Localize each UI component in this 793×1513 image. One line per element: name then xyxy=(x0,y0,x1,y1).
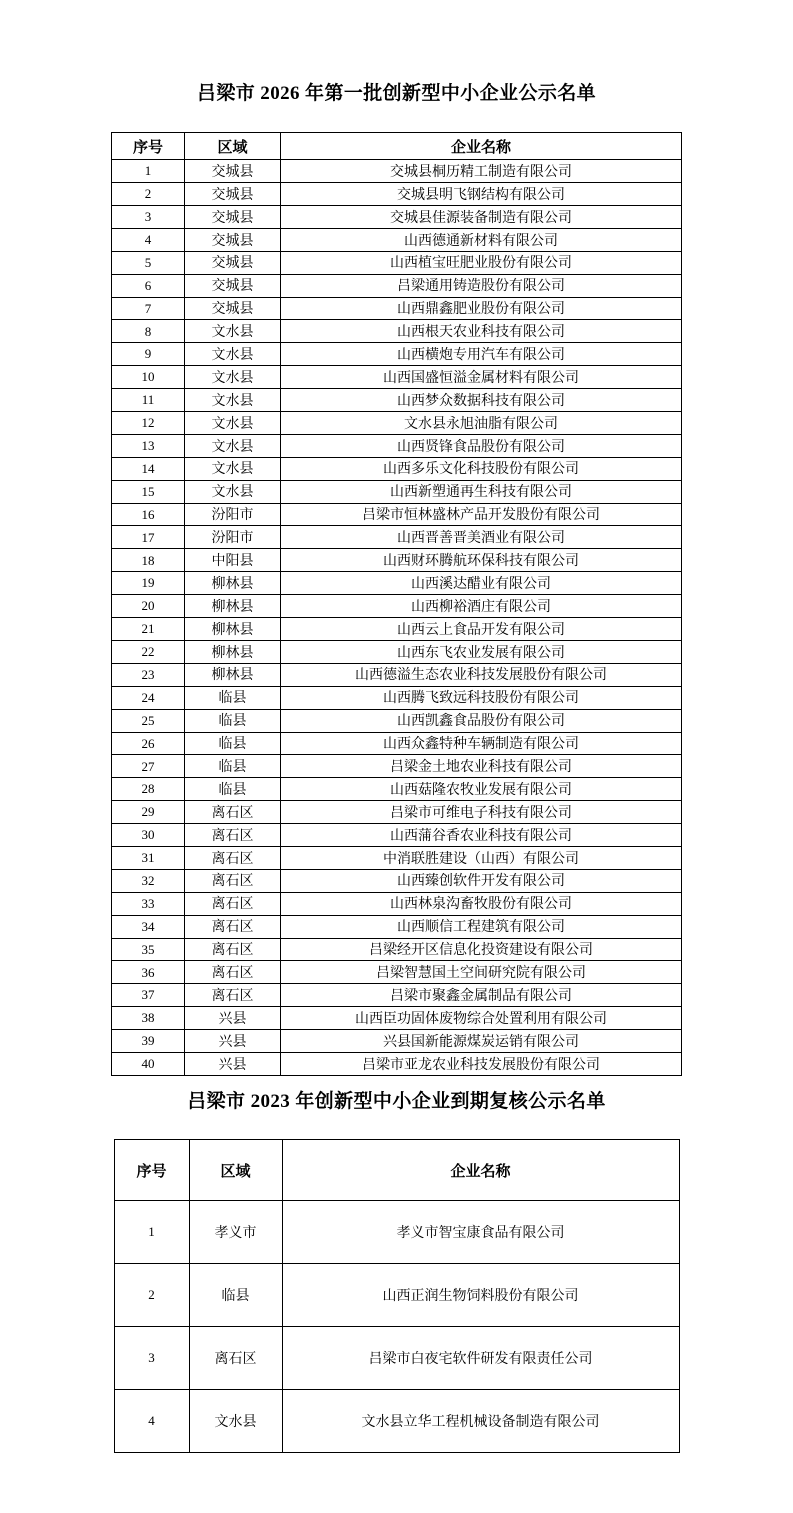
table-row xyxy=(112,778,682,801)
table-row xyxy=(112,297,682,320)
row-area-cell: 柳林县 xyxy=(185,640,281,663)
row-area-cell: 临县 xyxy=(185,686,281,709)
row-enterprise-name-cell: 山西臣功固体废物综合处置利用有限公司 xyxy=(281,1007,682,1030)
row-index-cell: 6 xyxy=(112,274,185,297)
table-row xyxy=(112,709,682,732)
table-row xyxy=(112,526,682,549)
row-area-cell: 文水县 xyxy=(185,434,281,457)
table-row xyxy=(112,503,682,526)
row-area-cell: 中阳县 xyxy=(185,549,281,572)
row-enterprise-name-cell: 山西臻创软件开发有限公司 xyxy=(281,869,682,892)
row-area-cell: 临县 xyxy=(185,709,281,732)
row-enterprise-name-cell: 山西林泉沟畜牧股份有限公司 xyxy=(281,892,682,915)
row-area-cell: 离石区 xyxy=(185,801,281,824)
row-area-cell: 柳林县 xyxy=(185,572,281,595)
row-enterprise-name-cell: 山西蒲谷香农业科技有限公司 xyxy=(281,824,682,847)
row-enterprise-name-cell: 文水县永旭油脂有限公司 xyxy=(281,412,682,435)
row-area-cell: 交城县 xyxy=(185,297,281,320)
row-enterprise-name-cell: 山西德通新材料有限公司 xyxy=(281,228,682,251)
row-enterprise-name-cell: 吕梁市聚鑫金属制品有限公司 xyxy=(281,984,682,1007)
row-enterprise-name-cell: 山西贤锋食品股份有限公司 xyxy=(281,434,682,457)
table-row xyxy=(112,892,682,915)
row-area-cell: 离石区 xyxy=(185,915,281,938)
table-row xyxy=(112,938,682,961)
table-row xyxy=(114,1327,679,1390)
row-index-cell: 14 xyxy=(112,457,185,480)
table-row xyxy=(112,618,682,641)
table-row xyxy=(112,480,682,503)
row-index-cell: 31 xyxy=(112,846,185,869)
row-enterprise-name-cell: 山西财环腾航环保科技有限公司 xyxy=(281,549,682,572)
column-header-no: 序号 xyxy=(114,1140,189,1201)
row-enterprise-name-cell: 山西晋善晋美酒业有限公司 xyxy=(281,526,682,549)
row-enterprise-name-cell: 山西东飞农业发展有限公司 xyxy=(281,640,682,663)
page-title-new-list: 吕梁市 2026 年第一批创新型中小企业公示名单 xyxy=(196,82,597,104)
row-area-cell: 离石区 xyxy=(185,961,281,984)
row-index-cell: 21 xyxy=(112,618,185,641)
row-area-cell: 离石区 xyxy=(189,1327,282,1390)
row-index-cell: 36 xyxy=(112,961,185,984)
row-index-cell: 15 xyxy=(112,480,185,503)
row-index-cell: 13 xyxy=(112,434,185,457)
row-index-cell: 27 xyxy=(112,755,185,778)
row-enterprise-name-cell: 吕梁市亚龙农业科技发展股份有限公司 xyxy=(281,1052,682,1075)
table-row xyxy=(114,1264,679,1327)
row-enterprise-name-cell: 中消联胜建设（山西）有限公司 xyxy=(281,846,682,869)
table-row xyxy=(112,595,682,618)
row-enterprise-name-cell: 山西新塑通再生科技有限公司 xyxy=(281,480,682,503)
table-row xyxy=(112,732,682,755)
row-enterprise-name-cell: 山西云上食品开发有限公司 xyxy=(281,618,682,641)
row-enterprise-name-cell: 山西植宝旺肥业股份有限公司 xyxy=(281,251,682,274)
row-area-cell: 交城县 xyxy=(185,228,281,251)
row-index-cell: 4 xyxy=(114,1390,189,1453)
row-index-cell: 39 xyxy=(112,1030,185,1053)
table-row xyxy=(112,251,682,274)
row-area-cell: 交城县 xyxy=(185,251,281,274)
table-row xyxy=(112,412,682,435)
table-header xyxy=(112,133,682,160)
row-enterprise-name-cell: 山西根天农业科技有限公司 xyxy=(281,320,682,343)
table-row xyxy=(112,389,682,412)
row-index-cell: 32 xyxy=(112,869,185,892)
table-row xyxy=(112,206,682,229)
table-row xyxy=(112,801,682,824)
row-index-cell: 2 xyxy=(114,1264,189,1327)
row-index-cell: 18 xyxy=(112,549,185,572)
row-area-cell: 离石区 xyxy=(185,938,281,961)
row-index-cell: 5 xyxy=(112,251,185,274)
row-index-cell: 28 xyxy=(112,778,185,801)
table-row xyxy=(112,824,682,847)
row-area-cell: 柳林县 xyxy=(185,595,281,618)
table-row xyxy=(112,915,682,938)
row-enterprise-name-cell: 吕梁市白夜宅软件研发有限责任公司 xyxy=(282,1327,679,1390)
table-row xyxy=(112,366,682,389)
row-area-cell: 临县 xyxy=(185,755,281,778)
table-row xyxy=(112,320,682,343)
row-index-cell: 10 xyxy=(112,366,185,389)
row-area-cell: 交城县 xyxy=(185,274,281,297)
page-title-review-list: 吕梁市 2023 年创新型中小企业到期复核公示名单 xyxy=(187,1090,606,1112)
table-row xyxy=(114,1390,679,1453)
row-index-cell: 7 xyxy=(112,297,185,320)
row-enterprise-name-cell: 交城县桐历精工制造有限公司 xyxy=(281,160,682,183)
column-header-name: 企业名称 xyxy=(282,1140,679,1201)
review-list-table-wrap xyxy=(0,1139,793,1453)
row-area-cell: 汾阳市 xyxy=(185,526,281,549)
row-enterprise-name-cell: 吕梁智慧国土空间研究院有限公司 xyxy=(281,961,682,984)
table-row xyxy=(112,457,682,480)
table-row xyxy=(112,434,682,457)
row-area-cell: 兴县 xyxy=(185,1007,281,1030)
row-index-cell: 1 xyxy=(112,160,185,183)
row-area-cell: 文水县 xyxy=(185,457,281,480)
row-area-cell: 文水县 xyxy=(185,343,281,366)
row-area-cell: 交城县 xyxy=(185,160,281,183)
row-index-cell: 24 xyxy=(112,686,185,709)
row-index-cell: 3 xyxy=(112,206,185,229)
table-row xyxy=(112,869,682,892)
row-enterprise-name-cell: 文水县立华工程机械设备制造有限公司 xyxy=(282,1390,679,1453)
row-enterprise-name-cell: 山西菇隆农牧业发展有限公司 xyxy=(281,778,682,801)
table-row xyxy=(112,274,682,297)
header-row xyxy=(112,133,682,160)
table-row xyxy=(112,755,682,778)
row-area-cell: 离石区 xyxy=(185,984,281,1007)
row-enterprise-name-cell: 山西众鑫特种车辆制造有限公司 xyxy=(281,732,682,755)
row-enterprise-name-cell: 交城县佳源装备制造有限公司 xyxy=(281,206,682,229)
row-area-cell: 文水县 xyxy=(185,320,281,343)
row-index-cell: 11 xyxy=(112,389,185,412)
table-row xyxy=(112,640,682,663)
row-enterprise-name-cell: 山西柳裕酒庄有限公司 xyxy=(281,595,682,618)
new-list-table-wrap xyxy=(0,132,793,1076)
row-enterprise-name-cell: 吕梁市恒林盛林产品开发股份有限公司 xyxy=(281,503,682,526)
row-index-cell: 38 xyxy=(112,1007,185,1030)
table-row xyxy=(112,1052,682,1075)
table-row xyxy=(112,228,682,251)
row-area-cell: 汾阳市 xyxy=(185,503,281,526)
table-header xyxy=(114,1140,679,1201)
row-index-cell: 29 xyxy=(112,801,185,824)
row-area-cell: 柳林县 xyxy=(185,618,281,641)
row-enterprise-name-cell: 兴县国新能源煤炭运销有限公司 xyxy=(281,1030,682,1053)
table-body xyxy=(112,160,682,1076)
row-area-cell: 临县 xyxy=(185,732,281,755)
row-enterprise-name-cell: 山西梦众数据科技有限公司 xyxy=(281,389,682,412)
table-body xyxy=(114,1201,679,1453)
row-area-cell: 交城县 xyxy=(185,206,281,229)
row-index-cell: 1 xyxy=(114,1201,189,1264)
row-enterprise-name-cell: 吕梁通用铸造股份有限公司 xyxy=(281,274,682,297)
row-area-cell: 离石区 xyxy=(185,824,281,847)
table-row xyxy=(114,1201,679,1264)
row-enterprise-name-cell: 山西鼎鑫肥业股份有限公司 xyxy=(281,297,682,320)
row-area-cell: 离石区 xyxy=(185,892,281,915)
table-row xyxy=(112,846,682,869)
row-index-cell: 23 xyxy=(112,663,185,686)
table-row xyxy=(112,686,682,709)
row-area-cell: 兴县 xyxy=(185,1030,281,1053)
table-row xyxy=(112,1030,682,1053)
row-area-cell: 临县 xyxy=(185,778,281,801)
row-index-cell: 2 xyxy=(112,183,185,206)
row-index-cell: 12 xyxy=(112,412,185,435)
row-area-cell: 文水县 xyxy=(185,366,281,389)
row-index-cell: 30 xyxy=(112,824,185,847)
row-area-cell: 文水县 xyxy=(189,1390,282,1453)
row-enterprise-name-cell: 山西德溢生态农业科技发展股份有限公司 xyxy=(281,663,682,686)
table-row xyxy=(112,984,682,1007)
column-header-area: 区域 xyxy=(189,1140,282,1201)
row-index-cell: 17 xyxy=(112,526,185,549)
table-row xyxy=(112,183,682,206)
header-row xyxy=(114,1140,679,1201)
row-enterprise-name-cell: 山西顺信工程建筑有限公司 xyxy=(281,915,682,938)
row-index-cell: 8 xyxy=(112,320,185,343)
row-enterprise-name-cell: 山西多乐文化科技股份有限公司 xyxy=(281,457,682,480)
row-enterprise-name-cell: 山西国盛恒溢金属材料有限公司 xyxy=(281,366,682,389)
row-area-cell: 兴县 xyxy=(185,1052,281,1075)
row-index-cell: 34 xyxy=(112,915,185,938)
row-index-cell: 16 xyxy=(112,503,185,526)
row-enterprise-name-cell: 山西溪达醋业有限公司 xyxy=(281,572,682,595)
row-area-cell: 离石区 xyxy=(185,846,281,869)
table-row xyxy=(112,343,682,366)
row-enterprise-name-cell: 吕梁市可维电子科技有限公司 xyxy=(281,801,682,824)
column-header-name: 企业名称 xyxy=(281,133,682,160)
table-row xyxy=(112,663,682,686)
column-header-area: 区域 xyxy=(185,133,281,160)
row-area-cell: 孝义市 xyxy=(189,1201,282,1264)
row-index-cell: 3 xyxy=(114,1327,189,1390)
row-enterprise-name-cell: 孝义市智宝康食品有限公司 xyxy=(282,1201,679,1264)
row-index-cell: 4 xyxy=(112,228,185,251)
bottom-spacer xyxy=(0,1453,793,1513)
new-enterprise-list-table xyxy=(111,132,682,1076)
row-enterprise-name-cell: 吕梁经开区信息化投资建设有限公司 xyxy=(281,938,682,961)
row-enterprise-name-cell: 山西腾飞致远科技股份有限公司 xyxy=(281,686,682,709)
row-enterprise-name-cell: 吕梁金土地农业科技有限公司 xyxy=(281,755,682,778)
row-index-cell: 33 xyxy=(112,892,185,915)
row-area-cell: 文水县 xyxy=(185,412,281,435)
row-index-cell: 20 xyxy=(112,595,185,618)
row-enterprise-name-cell: 交城县明飞钢结构有限公司 xyxy=(281,183,682,206)
row-enterprise-name-cell: 山西横炮专用汽车有限公司 xyxy=(281,343,682,366)
row-enterprise-name-cell: 山西正润生物饲料股份有限公司 xyxy=(282,1264,679,1327)
table-row xyxy=(112,160,682,183)
row-area-cell: 交城县 xyxy=(185,183,281,206)
row-index-cell: 22 xyxy=(112,640,185,663)
row-index-cell: 19 xyxy=(112,572,185,595)
row-area-cell: 文水县 xyxy=(185,480,281,503)
row-area-cell: 文水县 xyxy=(185,389,281,412)
table-row xyxy=(112,549,682,572)
row-enterprise-name-cell: 山西凯鑫食品股份有限公司 xyxy=(281,709,682,732)
row-area-cell: 柳林县 xyxy=(185,663,281,686)
row-area-cell: 离石区 xyxy=(185,869,281,892)
document-page xyxy=(0,13,793,1513)
row-index-cell: 25 xyxy=(112,709,185,732)
table-row xyxy=(112,572,682,595)
row-index-cell: 26 xyxy=(112,732,185,755)
row-index-cell: 37 xyxy=(112,984,185,1007)
row-index-cell: 40 xyxy=(112,1052,185,1075)
table-row xyxy=(112,961,682,984)
table-row xyxy=(112,1007,682,1030)
column-header-no: 序号 xyxy=(112,133,185,160)
review-enterprise-list-table xyxy=(114,1139,680,1453)
row-index-cell: 35 xyxy=(112,938,185,961)
row-area-cell: 临县 xyxy=(189,1264,282,1327)
row-index-cell: 9 xyxy=(112,343,185,366)
